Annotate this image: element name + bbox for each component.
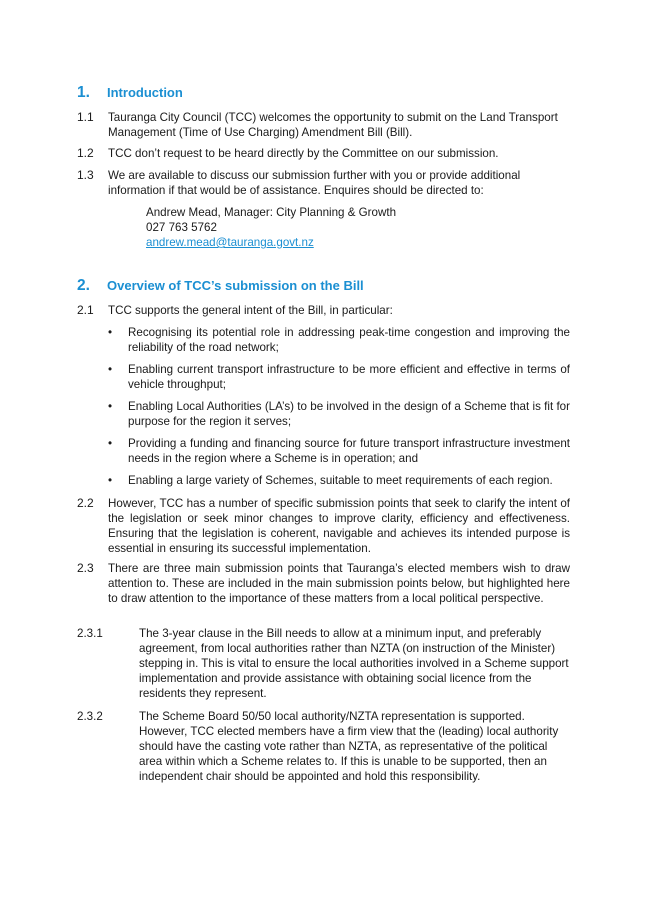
paragraph-text: TCC supports the general intent of the Bill, in particular:: [108, 304, 393, 317]
paragraph-number: 1.3: [77, 168, 94, 182]
paragraph-text: However, TCC has a number of specific submission points that seek to clarify the intent of the legislation or seek minor changes to improve clarity, efficiency and effectiveness. Ensuring that the legislation is coherent, navigable and achieves its intended purpose is essential in ensuring its successful implementation.: [108, 497, 570, 555]
subparagraph-text: The 3-year clause in the Bill needs to allow at a minimum input, and preferably agreement, from local authorities rather than NZTA (on instruction of the Minister) stepping in. This is vital to ensure the local authorities involved in a Scheme support implementation and provide assistance with obtaining social licence from the residents they represent.: [139, 627, 569, 700]
paragraph-text: TCC don’t request to be heard directly by the Committee on our submission.: [108, 147, 499, 160]
section-title: Introduction: [107, 85, 183, 100]
bullet-glyph: •: [108, 363, 113, 376]
bullet-glyph: •: [108, 437, 113, 450]
contact-name: Andrew Mead, Manager: City Planning & Growth: [146, 206, 397, 219]
bullet-glyph: •: [108, 474, 113, 487]
contact-email-link[interactable]: andrew.mead@tauranga.govt.nz: [146, 236, 314, 249]
bullet-item: Enabling current transport infrastructure to be more efficient and effective in terms of vehicle throughput;: [128, 363, 570, 391]
bullet-glyph: •: [108, 400, 113, 413]
subparagraph-text: The Scheme Board 50/50 local authority/NZTA representation is supported. However, TCC elected members have a firm view that the (leading) local authority should have the casting vote rather than NZTA, as representative of the political area within which a Scheme relates to. If this is unable to be supported, then an independent chair should be appointed and hold this responsibility.: [139, 710, 559, 783]
bullet-item: Enabling Local Authorities (LA’s) to be involved in the design of a Scheme that is fit for purpose for the region it serves;: [128, 400, 570, 428]
section-number: 2.: [77, 277, 90, 294]
bullet-item: Enabling a large variety of Schemes, suitable to meet requirements of each region.: [128, 474, 553, 487]
subparagraph-number: 2.3.2: [77, 710, 103, 723]
bullet-glyph: •: [108, 326, 113, 339]
contact-block: [146, 205, 396, 250]
paragraph-number: 1.2: [77, 146, 94, 160]
paragraph-number: 2.3: [77, 561, 94, 575]
paragraph-text: There are three main submission points that Tauranga’s elected members wish to draw attention to. These are included in the main submission points below, but highlighted here to draw attention to the importance of these matters from a local political perspective.: [108, 562, 570, 605]
bullet-item: Recognising its potential role in addressing peak-time congestion and improving the reliability of the road network;: [128, 326, 570, 354]
bullet-item: Providing a funding and financing source for future transport infrastructure investment needs in the region where a Scheme is in operation; and: [128, 437, 570, 465]
paragraph-number: 1.1: [77, 110, 94, 124]
contact-phone: 027 763 5762: [146, 221, 217, 234]
paragraph-text: We are available to discuss our submission further with you or provide additional information if that would be of assistance. Enquires should be directed to:: [108, 169, 521, 197]
section-number: 1.: [77, 84, 90, 101]
paragraph-number: 2.2: [77, 496, 94, 510]
section-heading-introduction: [77, 84, 183, 102]
section-title: Overview of TCC’s submission on the Bill: [107, 278, 364, 293]
paragraph-number: 2.1: [77, 303, 94, 317]
paragraph-text: Tauranga City Council (TCC) welcomes the opportunity to submit on the Land Transport Management (Time of Use Charging) Amendment Bill (Bill).: [108, 111, 558, 139]
section-heading-overview: [77, 277, 364, 295]
subparagraph-number: 2.3.1: [77, 627, 103, 640]
